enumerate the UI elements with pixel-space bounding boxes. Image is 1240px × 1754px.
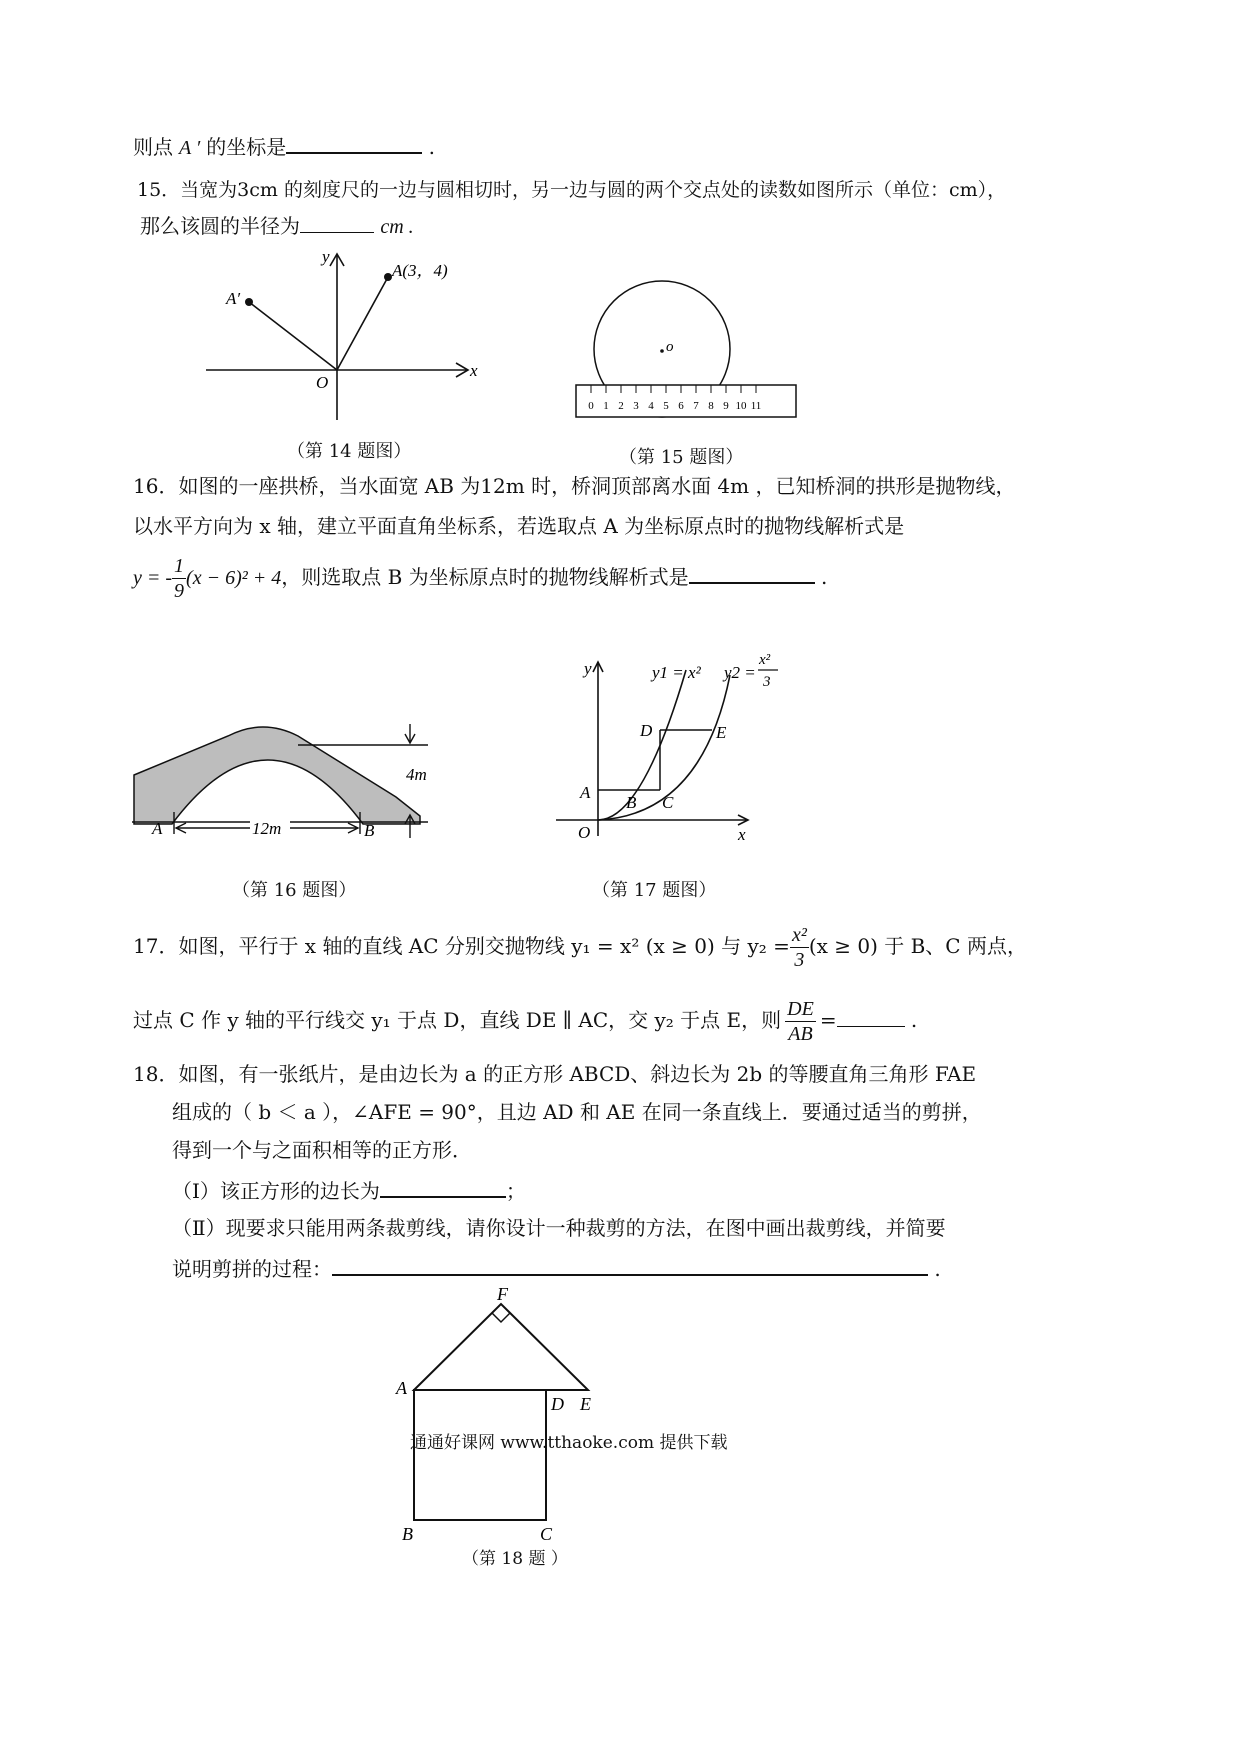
fig17-e-label: E [716, 723, 727, 742]
ruler-tick-label: 0 [588, 400, 594, 412]
fig14-x-label: x [470, 361, 478, 380]
fig17-b-label: B [626, 793, 637, 812]
q15-line2: 那么该圆的半径为 cm . [140, 214, 414, 238]
ruler-tick-label: 11 [750, 400, 762, 412]
point-a-prime-dot [245, 298, 253, 306]
fig17-a-label: A [580, 783, 591, 802]
ruler-tick-label: 10 [735, 400, 747, 412]
fig17-o-label: O [578, 823, 591, 842]
q18-part2-blank[interactable] [332, 1254, 928, 1276]
figure-14 [200, 240, 490, 430]
fig17-y2-prefix: y2 = [724, 663, 756, 682]
fig17-x-label: x [738, 825, 746, 844]
fig16-height-label: 4m [406, 765, 427, 784]
fig18-b-label: B [402, 1524, 413, 1544]
fig18-d-label: D [551, 1394, 564, 1414]
q17-line1: 17．如图，平行于 x 轴的直线 AC 分别交抛物线 y₁ = x² (x ≥ 0) 与 y₂ = $\frac{\text{x²}}{3}$ (x ≥ 0) 于 B、C 两点， [133, 924, 1027, 971]
fig17-caption: （第 17 题图） [592, 880, 717, 901]
q17-line2: 过点 C 作 y 轴的平行线交 y₁ 于点 D，直线 DE ∥ AC，交 y₂ 于点 E，则 $\frac{DE}{AB}$ = . [133, 998, 918, 1045]
q14-answer-line: 则点 A ′ 的坐标是 . [133, 132, 435, 162]
q18-part1: （Ⅰ）该正方形的边长为 ； [172, 1176, 526, 1205]
q15-answer-blank[interactable] [300, 212, 374, 233]
q16-answer-blank[interactable] [689, 562, 815, 584]
ruler-tick-label: 8 [708, 400, 714, 412]
fig17-d-label: D [640, 721, 653, 740]
fig15-caption: （第 15 题图） [619, 447, 744, 468]
q18-line2: 组成的（ b ＜ a ），∠AFE = 90°，且边 AD 和 AE 在同一条直线上．要通过适当的剪拼， [172, 1100, 982, 1124]
fig15-ruler [576, 385, 796, 417]
ruler-tick-label: 7 [693, 400, 699, 412]
fig16-a-label: A [152, 819, 163, 838]
q16-line1: 16．如图的一座拱桥，当水面宽 AB 为12m 时，桥洞顶部离水面 4m ，已知桥洞的拱形是抛物线， [133, 474, 1016, 498]
figure-17 [552, 640, 782, 850]
q14-answer-blank[interactable] [286, 132, 422, 154]
fig17-y1-label: y1 = x² [652, 663, 701, 682]
fig17-c-label: C [662, 793, 674, 812]
fig14-y-label: y [322, 247, 330, 266]
fig17-y2-num: x² [759, 652, 771, 668]
figure-15 [575, 265, 805, 425]
fig18-a-label: A [396, 1378, 407, 1398]
fig16-width-label: 12m [252, 819, 282, 838]
q18-part1-blank[interactable] [380, 1176, 506, 1198]
ruler-tick-label: 3 [633, 400, 639, 412]
q18-part2-line2: 说明剪拼的过程： . [172, 1254, 941, 1283]
figure-16 [128, 712, 438, 842]
fig18-c-label: C [540, 1524, 553, 1544]
fig14-origin-label: O [316, 373, 329, 392]
fig14-a-label: A(3，4) [392, 261, 448, 280]
fig16-bridge [134, 727, 420, 824]
q16-line2: 以水平方向为 x 轴，建立平面直角坐标系，若选取点 A 为坐标原点时的抛物线解析式是 [133, 514, 905, 538]
fig18-f-label: F [497, 1284, 508, 1304]
ruler-tick-label: 6 [678, 400, 684, 412]
fig18-e-label: E [580, 1394, 591, 1414]
fig14-caption: （第 14 题图） [287, 441, 412, 462]
q15-line1: 15．当宽为3cm 的刻度尺的一边与圆相切时，另一边与圆的两个交点处的读数如图所示（单位：cm）， [137, 179, 1007, 201]
ruler-tick-label: 4 [648, 400, 654, 412]
ruler-tick-label: 2 [618, 400, 624, 412]
fig17-y2-den: 3 [763, 674, 771, 690]
point-a-dot [384, 273, 392, 281]
ruler-tick-label: 1 [603, 400, 609, 412]
fig18-caption: （第 18 题 ） [462, 1549, 568, 1569]
fig15-center-label: o [666, 339, 674, 355]
fig14-a-prime-label: A′ [226, 289, 241, 308]
ruler-tick-label: 9 [723, 400, 729, 412]
q17-answer-blank[interactable] [837, 1006, 905, 1027]
figure-18 [390, 1280, 620, 1550]
ruler-tick-label: 5 [663, 400, 669, 412]
q18-part2-line1: （Ⅱ）现要求只能用两条裁剪线，请你设计一种裁剪的方法，在图中画出裁剪线，并简要 [172, 1216, 946, 1240]
footer-watermark: 通通好课网 www.tthaoke.com 提供下载 [410, 1433, 728, 1453]
fig16-caption: （第 16 题图） [232, 880, 357, 901]
q18-line1: 18．如图，有一张纸片，是由边长为 a 的正方形 ABCD、斜边长为 2b 的等腰直角三角形 FAE [133, 1062, 977, 1086]
q16-formula-fraction: $\frac{1}{9}$ [174, 555, 185, 602]
q18-line3: 得到一个与之面积相等的正方形． [172, 1138, 472, 1162]
q16-line3: y = - $\frac{1}{9}$ (x − 6)² + 4，则选取点 B 为坐标原点时的抛物线解析式是 . [133, 555, 828, 602]
fig17-y-label: y [584, 659, 592, 678]
fig16-b-label: B [364, 821, 375, 840]
